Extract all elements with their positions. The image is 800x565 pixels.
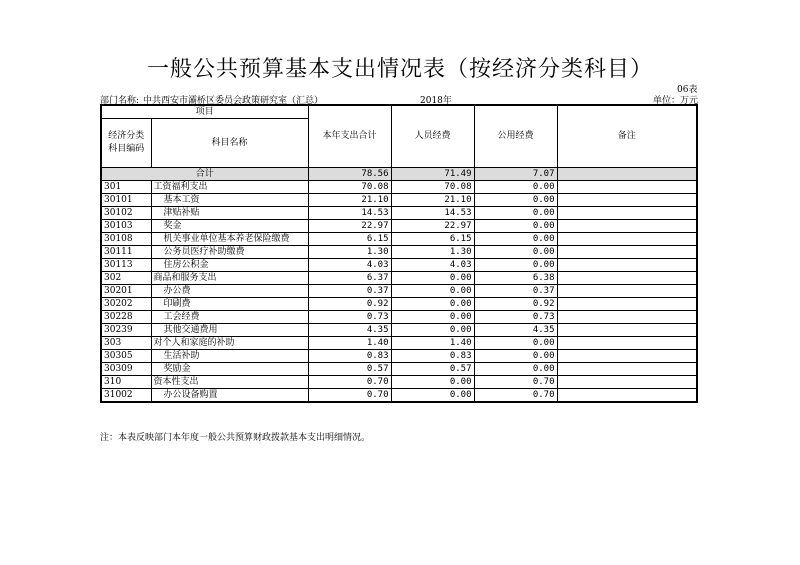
row-total: 0.83 (308, 350, 391, 363)
row-public: 0.00 (474, 350, 557, 363)
row-remark (557, 363, 697, 376)
department-name: 中共西安市灞桥区委员会政策研究室（汇总） (143, 96, 324, 106)
row-total: 4.03 (308, 259, 391, 272)
row-code: 30305 (101, 350, 151, 363)
row-personnel: 0.00 (391, 389, 474, 403)
header-code: 经济分类科目编码 (101, 119, 151, 168)
table-row (101, 311, 697, 324)
row-remark (557, 337, 697, 350)
row-name: 商品和服务支出 (151, 272, 308, 285)
row-personnel: 0.57 (391, 363, 474, 376)
department-label: 部门名称: (100, 96, 140, 106)
row-remark (557, 194, 697, 207)
row-name: 印刷费 (151, 298, 308, 311)
row-total: 1.40 (308, 337, 391, 350)
row-public: 0.00 (474, 194, 557, 207)
row-name: 工资福利支出 (151, 181, 308, 194)
row-total: 22.97 (308, 220, 391, 233)
row-personnel: 0.00 (391, 376, 474, 389)
table-row (101, 181, 697, 194)
row-total: 6.15 (308, 233, 391, 246)
row-total: 70.08 (308, 181, 391, 194)
expenditure-table (100, 104, 698, 403)
row-public: 0.00 (474, 363, 557, 376)
total-label: 合计 (101, 168, 308, 181)
table-row (101, 350, 697, 363)
row-remark (557, 350, 697, 363)
row-public: 0.00 (474, 207, 557, 220)
header-total: 本年支出合计 (308, 105, 391, 168)
header-remark: 备注 (557, 105, 697, 168)
row-code: 303 (101, 337, 151, 350)
row-remark (557, 181, 697, 194)
table-row (101, 376, 697, 389)
footnote: 注：本表反映部门本年度一般公共预算财政拨款基本支出明细情况。 (100, 433, 371, 443)
row-personnel: 70.08 (391, 181, 474, 194)
table-row (101, 285, 697, 298)
unit-label: 单位：万元 (653, 96, 699, 106)
row-code: 31002 (101, 389, 151, 403)
row-personnel: 0.00 (391, 311, 474, 324)
row-code: 30102 (101, 207, 151, 220)
row-public: 6.38 (474, 272, 557, 285)
table-row (101, 220, 697, 233)
row-public: 0.70 (474, 376, 557, 389)
row-public: 0.00 (474, 259, 557, 272)
row-code: 30239 (101, 324, 151, 337)
row-public: 0.00 (474, 220, 557, 233)
row-name: 工会经费 (151, 311, 308, 324)
row-personnel: 0.00 (391, 285, 474, 298)
table-number: 06表 (677, 85, 698, 95)
page-title: 一般公共预算基本支出情况表（按经济分类科目） (146, 57, 653, 82)
row-remark (557, 324, 697, 337)
table-row (101, 207, 697, 220)
row-public: 0.00 (474, 233, 557, 246)
row-name: 津贴补贴 (151, 207, 308, 220)
row-public: 0.00 (474, 337, 557, 350)
row-total: 0.57 (308, 363, 391, 376)
table-row (101, 337, 697, 350)
row-name: 办公费 (151, 285, 308, 298)
year-label: 2018年 (420, 96, 452, 106)
row-public: 0.92 (474, 298, 557, 311)
table-row (101, 363, 697, 376)
row-name: 其他交通费用 (151, 324, 308, 337)
row-code: 30202 (101, 298, 151, 311)
row-personnel: 1.30 (391, 246, 474, 259)
row-remark (557, 376, 697, 389)
row-personnel: 1.40 (391, 337, 474, 350)
row-public: 0.00 (474, 246, 557, 259)
table-row (101, 298, 697, 311)
row-remark (557, 272, 697, 285)
row-total: 21.10 (308, 194, 391, 207)
row-code: 30309 (101, 363, 151, 376)
total-row (101, 168, 697, 181)
row-code: 30111 (101, 246, 151, 259)
row-name: 奖励金 (151, 363, 308, 376)
row-total: 6.37 (308, 272, 391, 285)
total-personnel: 71.49 (391, 168, 474, 181)
row-personnel: 0.00 (391, 298, 474, 311)
row-total: 0.73 (308, 311, 391, 324)
header-project: 项目 (101, 105, 308, 119)
table-row (101, 272, 697, 285)
row-code: 30113 (101, 259, 151, 272)
total-public: 7.07 (474, 168, 557, 181)
row-total: 1.30 (308, 246, 391, 259)
row-name: 公务员医疗补助缴费 (151, 246, 308, 259)
row-personnel: 4.03 (391, 259, 474, 272)
total-remark (557, 168, 697, 181)
row-remark (557, 207, 697, 220)
row-personnel: 21.10 (391, 194, 474, 207)
table-row (101, 194, 697, 207)
header-name: 科目名称 (151, 119, 308, 168)
row-code: 30101 (101, 194, 151, 207)
row-personnel: 6.15 (391, 233, 474, 246)
row-remark (557, 246, 697, 259)
row-total: 0.37 (308, 285, 391, 298)
row-code: 302 (101, 272, 151, 285)
row-remark (557, 220, 697, 233)
row-public: 4.35 (474, 324, 557, 337)
row-remark (557, 298, 697, 311)
table-row (101, 246, 697, 259)
row-personnel: 14.53 (391, 207, 474, 220)
row-public: 0.70 (474, 389, 557, 403)
row-remark (557, 285, 697, 298)
row-name: 机关事业单位基本养老保险缴费 (151, 233, 308, 246)
row-personnel: 22.97 (391, 220, 474, 233)
table-row (101, 324, 697, 337)
row-remark (557, 389, 697, 403)
row-code: 301 (101, 181, 151, 194)
row-name: 办公设备购置 (151, 389, 308, 403)
row-code: 310 (101, 376, 151, 389)
row-name: 基本工资 (151, 194, 308, 207)
row-personnel: 0.83 (391, 350, 474, 363)
row-code: 30108 (101, 233, 151, 246)
row-total: 0.92 (308, 298, 391, 311)
row-code: 30228 (101, 311, 151, 324)
row-public: 0.00 (474, 181, 557, 194)
row-total: 4.35 (308, 324, 391, 337)
row-name: 奖金 (151, 220, 308, 233)
row-personnel: 0.00 (391, 272, 474, 285)
row-code: 30103 (101, 220, 151, 233)
row-remark (557, 311, 697, 324)
table-row (101, 259, 697, 272)
header-public: 公用经费 (474, 105, 557, 168)
header-personnel: 人员经费 (391, 105, 474, 168)
table-row (101, 233, 697, 246)
row-public: 0.73 (474, 311, 557, 324)
row-name: 资本性支出 (151, 376, 308, 389)
row-remark (557, 259, 697, 272)
row-public: 0.37 (474, 285, 557, 298)
row-name: 生活补助 (151, 350, 308, 363)
total-amount: 78.56 (308, 168, 391, 181)
row-name: 对个人和家庭的补助 (151, 337, 308, 350)
row-total: 14.53 (308, 207, 391, 220)
row-total: 0.70 (308, 389, 391, 403)
table-row (101, 389, 697, 403)
row-code: 30201 (101, 285, 151, 298)
row-name: 住房公积金 (151, 259, 308, 272)
row-total: 0.70 (308, 376, 391, 389)
row-personnel: 0.00 (391, 324, 474, 337)
row-remark (557, 233, 697, 246)
